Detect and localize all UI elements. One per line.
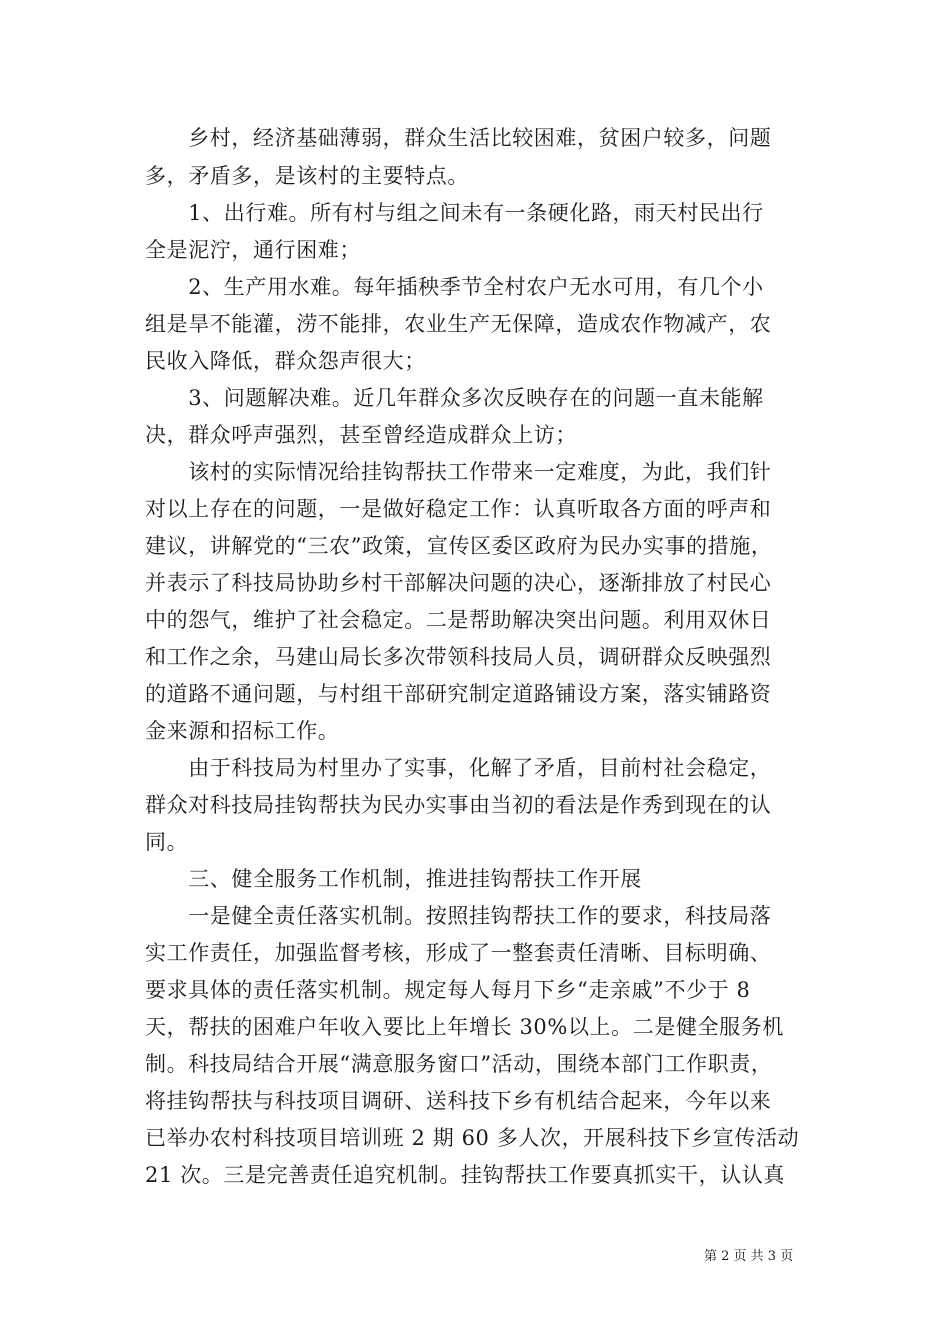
body-line: 乡村，经济基础薄弱，群众生活比较困难，贫困户较多，问题 bbox=[145, 126, 772, 150]
body-line: 群众对科技局挂钩帮扶为民办实事由当初的看法是作秀到现在的认 bbox=[145, 793, 772, 817]
body-line: 制。科技局结合开展“满意服务窗口”活动，围绕本部门工作职责， bbox=[145, 1052, 773, 1076]
body-line: 将挂钩帮扶与科技项目调研、送科技下乡有机结合起来，今年以来 bbox=[145, 1089, 772, 1113]
body-line: 和工作之余，马建山局长多次带领科技局人员，调研群众反映强烈 bbox=[145, 645, 772, 669]
body-line: 21 次。三是完善责任追究机制。挂钩帮扶工作要真抓实干，认认真 bbox=[145, 1163, 785, 1187]
body-line: 多，矛盾多，是该村的主要特点。 bbox=[145, 164, 469, 188]
body-line: 3、问题解决难。近几年群众多次反映存在的问题一直未能解 bbox=[145, 386, 764, 410]
body-line: 实工作责任，加强监督考核，形成了一整套责任清晰、目标明确、 bbox=[145, 941, 772, 965]
page-number-footer: 第 2 页 共 3 页 bbox=[704, 1249, 794, 1264]
body-line: 已举办农村科技项目培训班 2 期 60 多人次，开展科技下乡宣传活动 bbox=[145, 1126, 800, 1150]
body-line: 1、出行难。所有村与组之间未有一条硬化路，雨天村民出行 bbox=[145, 201, 764, 225]
body-line: 全是泥泞，通行困难； bbox=[145, 238, 361, 262]
body-line: 该村的实际情况给挂钩帮扶工作带来一定难度，为此，我们针 bbox=[145, 460, 772, 484]
section-heading: 三、健全服务工作机制，推进挂钩帮扶工作开展 bbox=[145, 867, 642, 891]
body-line: 同。 bbox=[145, 830, 189, 854]
body-line: 对以上存在的问题，一是做好稳定工作：认真听取各方面的呼声和 bbox=[145, 497, 772, 521]
body-line: 决，群众呼声强烈，甚至曾经造成群众上访； bbox=[145, 423, 577, 447]
body-line: 的道路不通问题，与村组干部研究制定道路铺设方案，落实铺路资 bbox=[145, 682, 772, 706]
body-line: 组是旱不能灌，涝不能排，农业生产无保障，造成农作物减产，农 bbox=[145, 312, 772, 336]
body-line: 建议，讲解党的“三农”政策，宣传区委区政府为民办实事的措施， bbox=[145, 534, 773, 558]
body-line: 要求具体的责任落实机制。规定每人每月下乡“走亲戚”不少于 8 bbox=[145, 978, 751, 1002]
body-line: 天，帮扶的困难户年收入要比上年增长 30%以上。二是健全服务机 bbox=[145, 1015, 784, 1039]
body-line: 金来源和招标工作。 bbox=[145, 719, 340, 743]
body-line: 2、生产用水难。每年插秧季节全村农户无水可用，有几个小 bbox=[145, 275, 764, 299]
body-line: 由于科技局为村里办了实事，化解了矛盾，目前村社会稳定， bbox=[145, 756, 772, 780]
body-line: 民收入降低，群众怨声很大； bbox=[145, 349, 426, 373]
body-line: 并表示了科技局协助乡村干部解决问题的决心，逐渐排放了村民心 bbox=[145, 571, 772, 595]
body-line: 一是健全责任落实机制。按照挂钩帮扶工作的要求，科技局落 bbox=[145, 904, 772, 928]
body-line: 中的怨气，维护了社会稳定。二是帮助解决突出问题。利用双休日 bbox=[145, 608, 772, 632]
